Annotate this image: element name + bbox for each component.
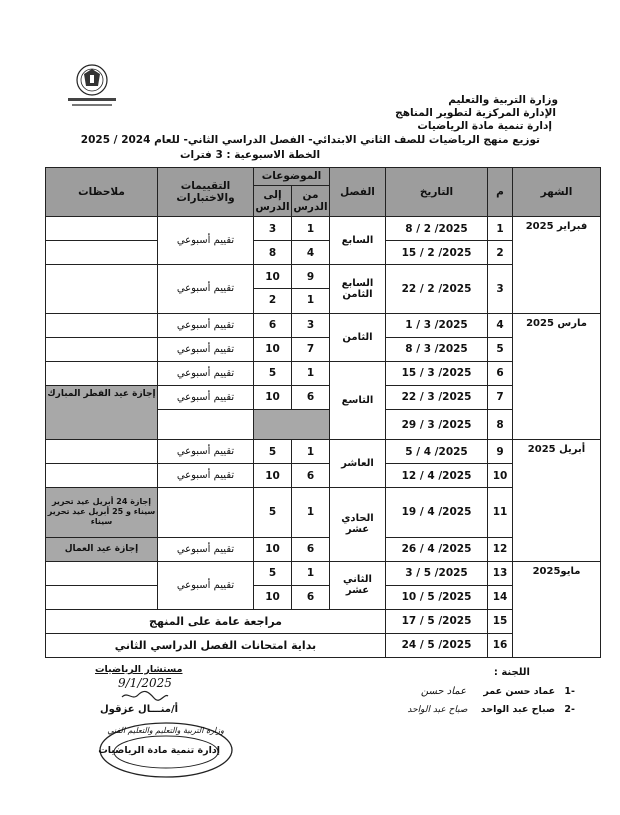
unit-tenth: العاشر xyxy=(330,440,386,488)
evaluation-cell: تقييم أسبوعي xyxy=(158,313,254,337)
ministry-name: وزارة التربية والتعليم xyxy=(448,94,558,106)
to-lesson: 6 xyxy=(254,313,292,337)
row-date: 2025/ 2 / 22 xyxy=(386,265,488,313)
unit-ninth: التاسع xyxy=(330,361,386,440)
to-lesson: 10 xyxy=(254,537,292,561)
row-index: 11 xyxy=(488,488,513,537)
general-review: مراجعة عامة على المنهج xyxy=(46,609,386,633)
row-index: 15 xyxy=(488,609,513,633)
member-signature: عماد حسن xyxy=(420,686,467,697)
advisor-signature: 9/1/2025 xyxy=(118,676,172,690)
row-date: 2025/ 5 / 17 xyxy=(386,609,488,633)
from-lesson: 6 xyxy=(292,464,330,488)
to-lesson: 8 xyxy=(254,241,292,265)
row-index: 5 xyxy=(488,337,513,361)
evaluation-cell: تقييم أسبوعي xyxy=(158,265,254,313)
from-lesson-split xyxy=(292,265,330,313)
notes-cell xyxy=(46,585,158,609)
row-date: 2025/ 3 / 22 xyxy=(386,385,488,409)
stamp-inner-text: إدارة تنمية مادة الرياضيات xyxy=(98,745,220,756)
row-index: 8 xyxy=(488,409,513,439)
header-month: الشهر xyxy=(513,168,601,217)
from-lesson: 7 xyxy=(292,337,330,361)
row-date: 2025/ 5 / 3 xyxy=(386,561,488,585)
month-april: أبريل 2025 xyxy=(513,440,601,561)
evaluation-cell: تقييم أسبوعي xyxy=(158,337,254,361)
from-lesson: 1 xyxy=(306,294,315,307)
month-may: مايو2025 xyxy=(513,561,601,657)
notes-cell xyxy=(46,241,158,265)
member-index: -1 xyxy=(564,686,575,697)
to-lesson: 10 xyxy=(254,337,292,361)
to-lesson: 10 xyxy=(254,464,292,488)
month-february: فبراير 2025 xyxy=(513,217,601,313)
header-evaluations: التقييمات والاختبارات xyxy=(158,168,254,217)
committee-member xyxy=(365,686,575,697)
row-index: 3 xyxy=(488,265,513,313)
committee-member xyxy=(365,704,575,715)
evaluation-cell xyxy=(158,409,254,439)
notes-cell xyxy=(46,217,158,241)
row-date: 2025/ 3 / 8 xyxy=(386,337,488,361)
from-lesson: 4 xyxy=(292,241,330,265)
header-to-lesson: إلى الدرس xyxy=(254,185,292,216)
from-lesson: 1 xyxy=(292,561,330,585)
from-lesson: 1 xyxy=(292,361,330,385)
notes-cell xyxy=(46,361,158,385)
notes-cell xyxy=(46,337,158,361)
row-date: 2025/ 2 / 8 xyxy=(386,217,488,241)
row-date: 2025/ 3 / 29 xyxy=(386,409,488,439)
row-index: 10 xyxy=(488,464,513,488)
row-date: 2025/ 2 / 15 xyxy=(386,241,488,265)
header-date: التاريخ xyxy=(386,168,488,217)
exams-start: بداية امتحانات الفصل الدراسي الثاني xyxy=(46,633,386,657)
to-lesson: 10 xyxy=(254,385,292,409)
from-lesson: 1 xyxy=(292,488,330,537)
note-labor-day: إجازة عيد العمال xyxy=(46,537,158,561)
row-index: 1 xyxy=(488,217,513,241)
header-notes: ملاحظات xyxy=(46,168,158,217)
notes-cell xyxy=(46,265,158,313)
from-lesson: 9 xyxy=(292,266,329,289)
row-index: 2 xyxy=(488,241,513,265)
committee-title: اللجنة : xyxy=(493,667,530,678)
evaluation-cell: تقييم أسبوعي xyxy=(158,361,254,385)
row-date: 2025/ 4 / 26 xyxy=(386,537,488,561)
row-date: 2025/ 3 / 15 xyxy=(386,361,488,385)
row-date: 2025/ 5 / 24 xyxy=(386,633,488,657)
row-index: 12 xyxy=(488,537,513,561)
unit-seventh-eighth: السابع الثامن xyxy=(330,265,386,313)
advisor-name: أ/منـــال عزقول xyxy=(100,704,179,715)
row-date: 2025/ 4 / 12 xyxy=(386,464,488,488)
evaluation-cell: تقييم أسبوعي xyxy=(158,385,254,409)
member-name: صباح عبد الواحد xyxy=(480,704,556,715)
to-lesson: 5 xyxy=(254,361,292,385)
from-lesson: 6 xyxy=(292,537,330,561)
evaluation-cell: تقييم أسبوعي xyxy=(158,464,254,488)
notes-cell xyxy=(46,313,158,337)
member-index: -2 xyxy=(564,704,575,715)
from-lesson: 1 xyxy=(292,217,330,241)
to-lesson: 10 xyxy=(254,585,292,609)
row-index: 16 xyxy=(488,633,513,657)
to-lesson: 5 xyxy=(254,440,292,464)
evaluation-cell xyxy=(158,488,254,537)
header-unit: الفصل xyxy=(330,168,386,217)
header-from-lesson: من الدرس xyxy=(292,185,330,216)
plan-title: توزيع منهج الرياضيات للصف الثاني الابتدائي- الفصل الدراسي الثاني- للعام 2024 / 2025 xyxy=(80,134,540,146)
row-index: 7 xyxy=(488,385,513,409)
notes-cell xyxy=(46,561,158,585)
row-date: 2025/ 4 / 19 xyxy=(386,488,488,537)
unit-eighth: الثامن xyxy=(330,313,386,361)
unit-seventh: السابع xyxy=(330,217,386,265)
curriculum-table xyxy=(45,167,601,658)
row-index: 9 xyxy=(488,440,513,464)
month-march: مارس 2025 xyxy=(513,313,601,440)
note-sinai-holiday: إجازة 24 أبريل عيد تحرير سيناء و 25 أبريل عيد تحرير سيناء xyxy=(46,488,158,537)
evaluation-cell: تقييم أسبوعي xyxy=(158,537,254,561)
row-index: 4 xyxy=(488,313,513,337)
notes-cell xyxy=(46,440,158,464)
from-lesson: 6 xyxy=(292,585,330,609)
evaluation-cell: تقييم أسبوعي xyxy=(158,217,254,265)
from-lesson: 3 xyxy=(292,313,330,337)
header-index: م xyxy=(488,168,513,217)
weekly-plan: الخطة الاسبوعية : 3 فترات xyxy=(179,149,321,161)
to-lesson: 2 xyxy=(268,294,277,307)
to-lesson: 5 xyxy=(254,561,292,585)
unit-eleventh: الحادي عشر xyxy=(330,488,386,561)
row-date: 2025/ 3 / 1 xyxy=(386,313,488,337)
central-administration: الإدارة المركزية لتطوير المناهج xyxy=(395,107,556,119)
from-lesson: 6 xyxy=(292,385,330,409)
to-lesson: 5 xyxy=(254,488,292,537)
header-topics: الموضوعات xyxy=(254,168,330,186)
to-lesson: 3 xyxy=(254,217,292,241)
row-index: 13 xyxy=(488,561,513,585)
note-eid-holiday: إجازة عيد الفطر المبارك xyxy=(46,385,158,439)
row-index: 14 xyxy=(488,585,513,609)
math-administration: إدارة تنمية مادة الرياضيات xyxy=(417,120,552,132)
row-date: 2025/ 4 / 5 xyxy=(386,440,488,464)
row-index: 6 xyxy=(488,361,513,385)
from-lesson: 1 xyxy=(292,440,330,464)
to-lesson-split xyxy=(254,265,292,313)
member-name: عماد حسن عمر xyxy=(483,686,556,697)
notes-cell xyxy=(46,464,158,488)
unit-twelfth: الثاني عشر xyxy=(330,561,386,609)
advisor-title: مستشار الرياضيات xyxy=(95,664,183,675)
member-signature: صباح عبد الواحد xyxy=(407,705,468,715)
stamp-outer-text: وزارة التربية والتعليم والتعليم الفني xyxy=(107,726,224,735)
row-date: 2025/ 5 / 10 xyxy=(386,585,488,609)
ministry-logo xyxy=(60,62,124,112)
evaluation-cell: تقييم أسبوعي xyxy=(158,561,254,609)
to-lesson: 10 xyxy=(254,266,291,289)
official-stamp xyxy=(98,721,234,779)
evaluation-cell: تقييم أسبوعي xyxy=(158,440,254,464)
holiday-shade xyxy=(254,409,330,439)
